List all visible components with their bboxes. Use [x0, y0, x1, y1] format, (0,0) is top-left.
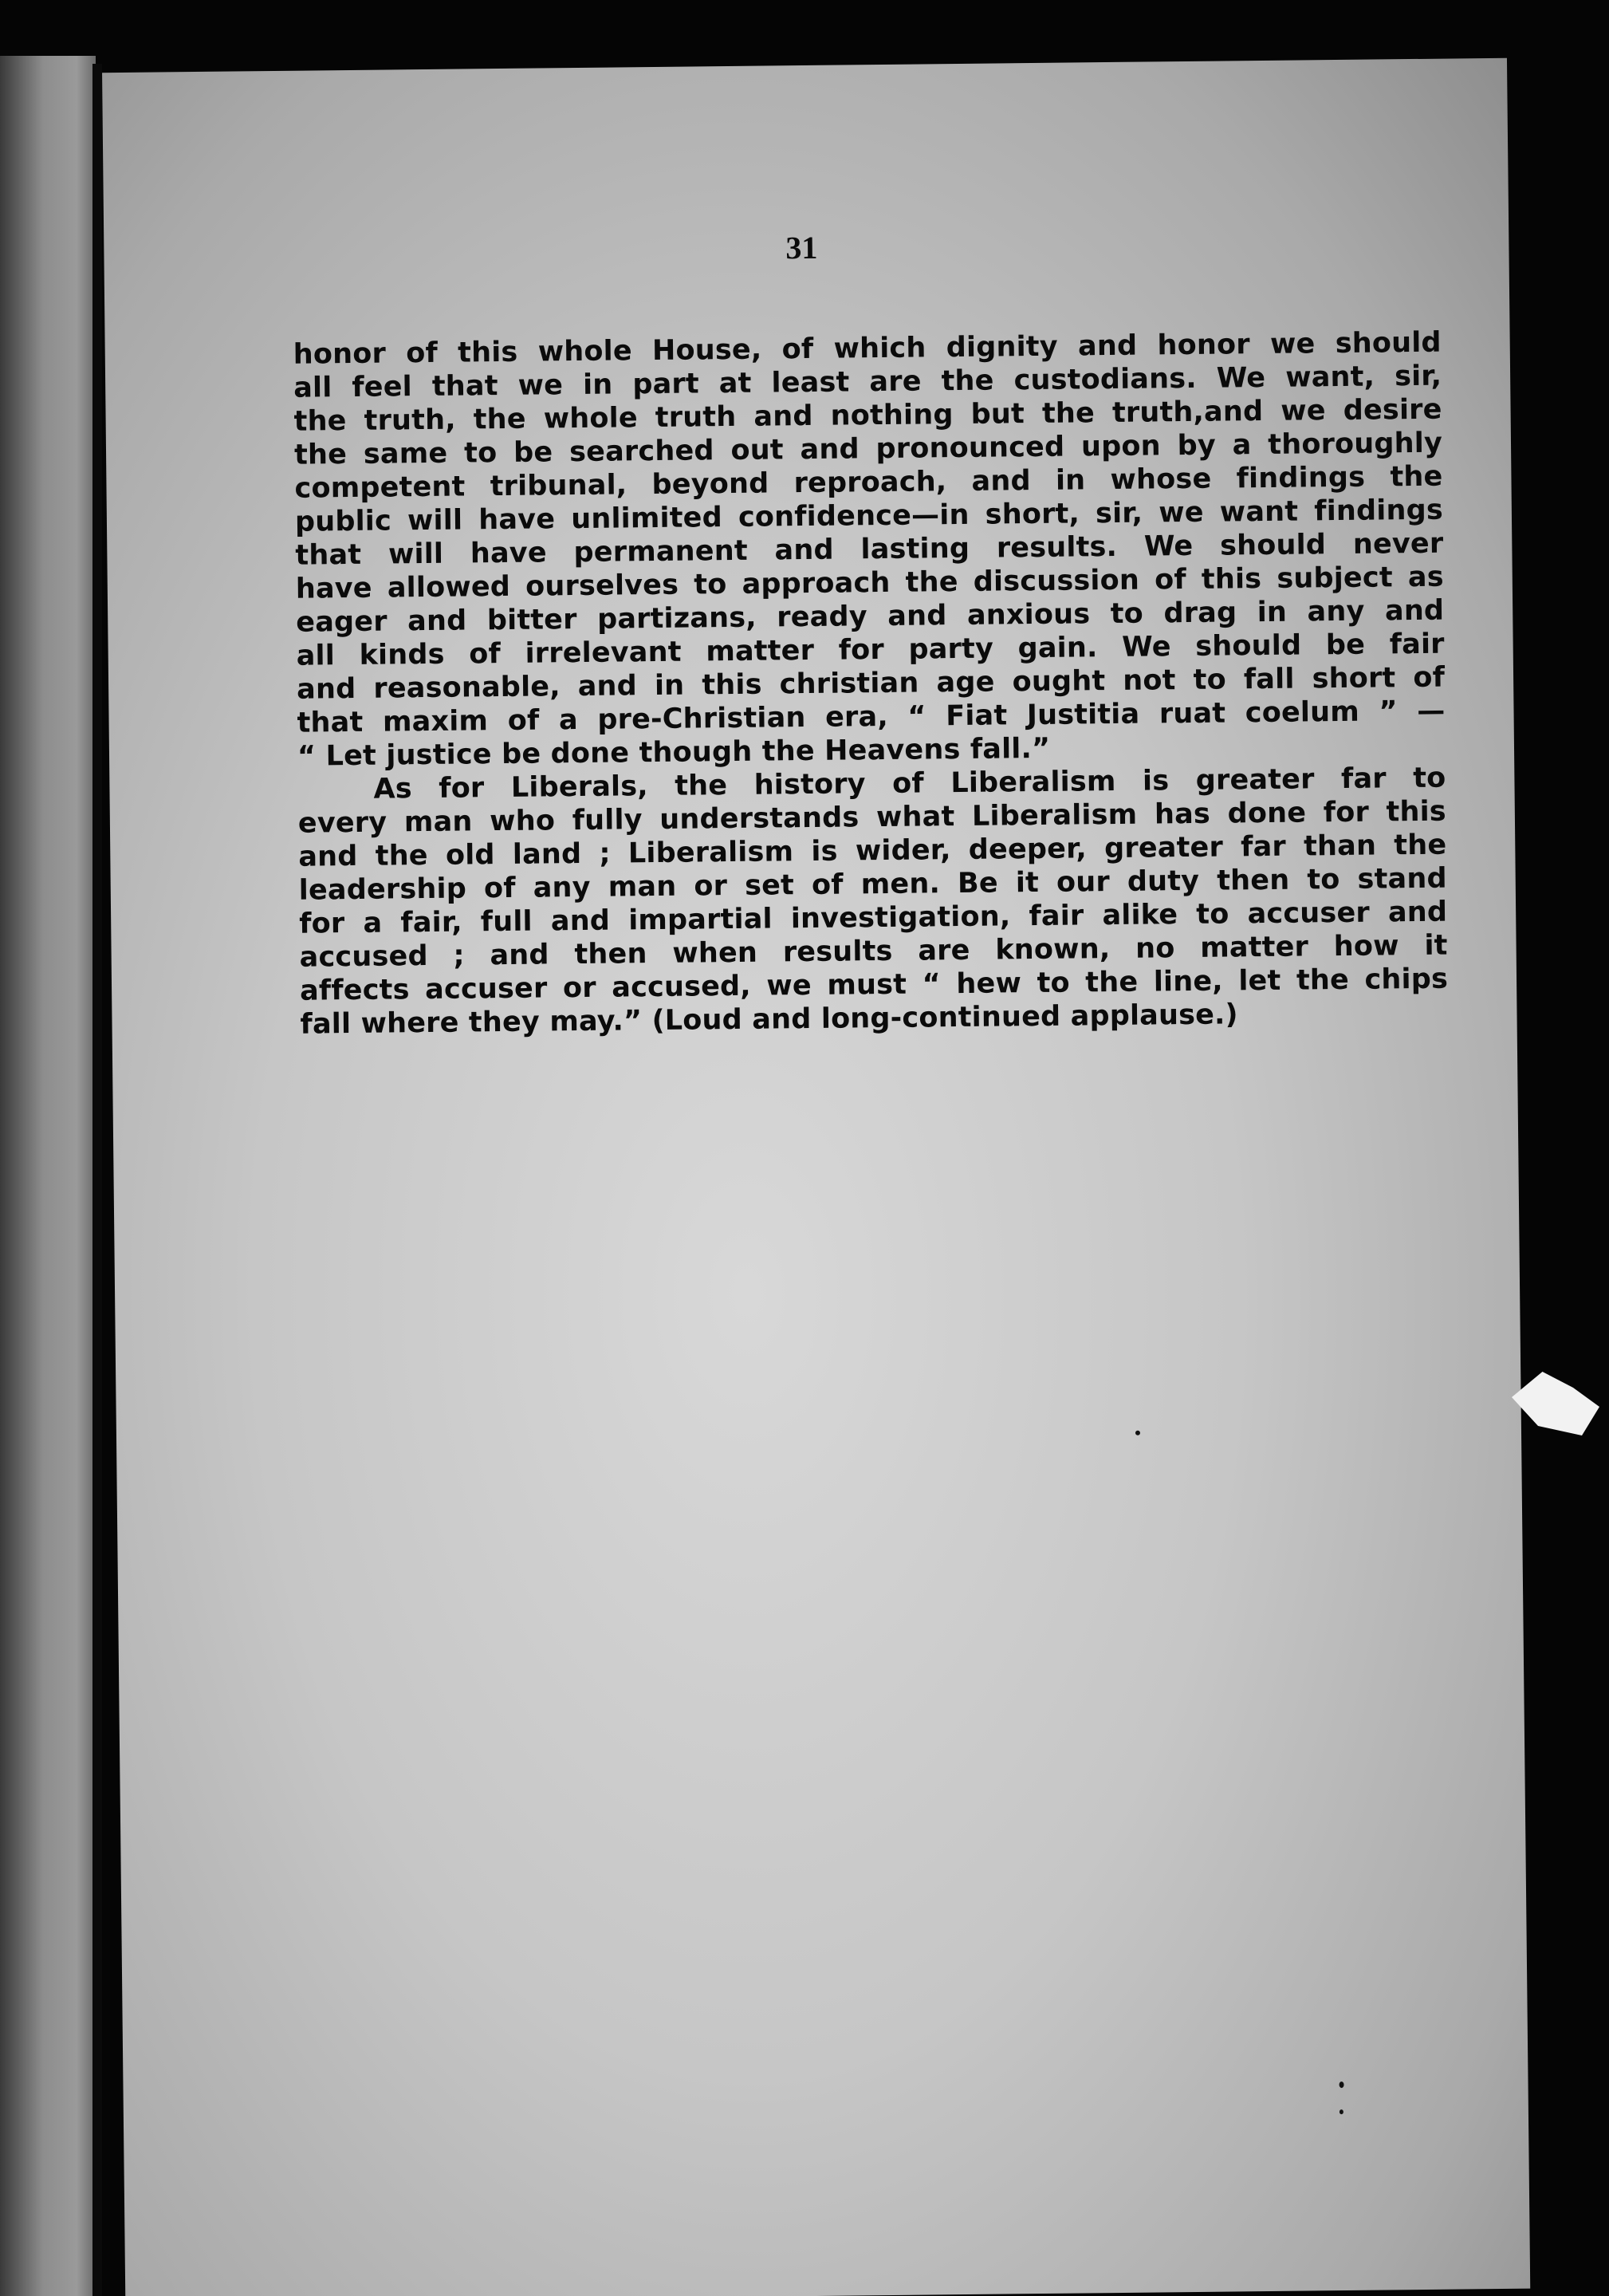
text-line: affects accuser or accused, we must “ hew to the line, let the chips [299, 963, 1449, 1007]
body-text [293, 326, 1449, 1042]
paragraph-2 [297, 762, 1448, 1042]
text-line: public will have unlimited confidence—in short, sir, we want findings [294, 494, 1444, 538]
facing-page-edge [0, 56, 96, 2296]
document-page [102, 58, 1530, 2296]
book-spine-shadow [92, 64, 102, 2296]
text-line: As for Liberals, the history of Liberalism is greater far to [373, 762, 1446, 805]
text-line: all kinds of irrelevant matter for party gain. We should be fair [296, 628, 1445, 672]
text-line: accused ; and then when results are known, no matter how it [299, 929, 1448, 974]
text-line: for a fair, full and impartial investigation, fair alike to accuser and [299, 896, 1448, 940]
text-line: every man who fully understands what Liberalism has done for this [297, 795, 1447, 840]
page-number: 31 [785, 229, 818, 266]
text-line: have allowed ourselves to approach the discussion of this subject as [295, 561, 1444, 605]
text-line: all feel that we in part at least are the custodians. We want, sir, [293, 360, 1442, 404]
text-line: eager and bitter partizans, ready and anxious to drag in any and [296, 594, 1445, 639]
text-line: the same to be searched out and pronounced upon by a thoroughly [293, 427, 1443, 471]
text-line: leadership of any man or set of men. Be it our duty then to stand [298, 862, 1447, 907]
text-line: honor of this whole House, of which dignity and honor we should [293, 326, 1442, 371]
paragraph-1 [293, 326, 1446, 774]
text-line: and reasonable, and in this christian age ought not to fall short of [296, 661, 1446, 706]
ink-speck [1135, 1431, 1140, 1435]
text-line: “ Let justice be done though the Heavens fall.” [297, 732, 1051, 773]
text-line: fall where they may.” (Loud and long-continued applause.) [300, 998, 1238, 1041]
ink-speck [1340, 2081, 1344, 2088]
text-line: the truth, the whole truth and nothing but the truth,and we desire [293, 393, 1442, 438]
text-line: competent tribunal, beyond reproach, and in whose findings the [294, 460, 1443, 505]
text-line: that will have permanent and lasting results. We should never [295, 527, 1444, 572]
text-line: that maxim of a pre-Christian era, “ Fiat Justitia ruat coelum ” — [297, 695, 1446, 739]
ink-speck [1340, 2109, 1343, 2114]
text-line: and the old land ; Liberalism is wider, deeper, greater far than the [298, 829, 1447, 873]
paper-tear [1512, 1372, 1599, 1435]
